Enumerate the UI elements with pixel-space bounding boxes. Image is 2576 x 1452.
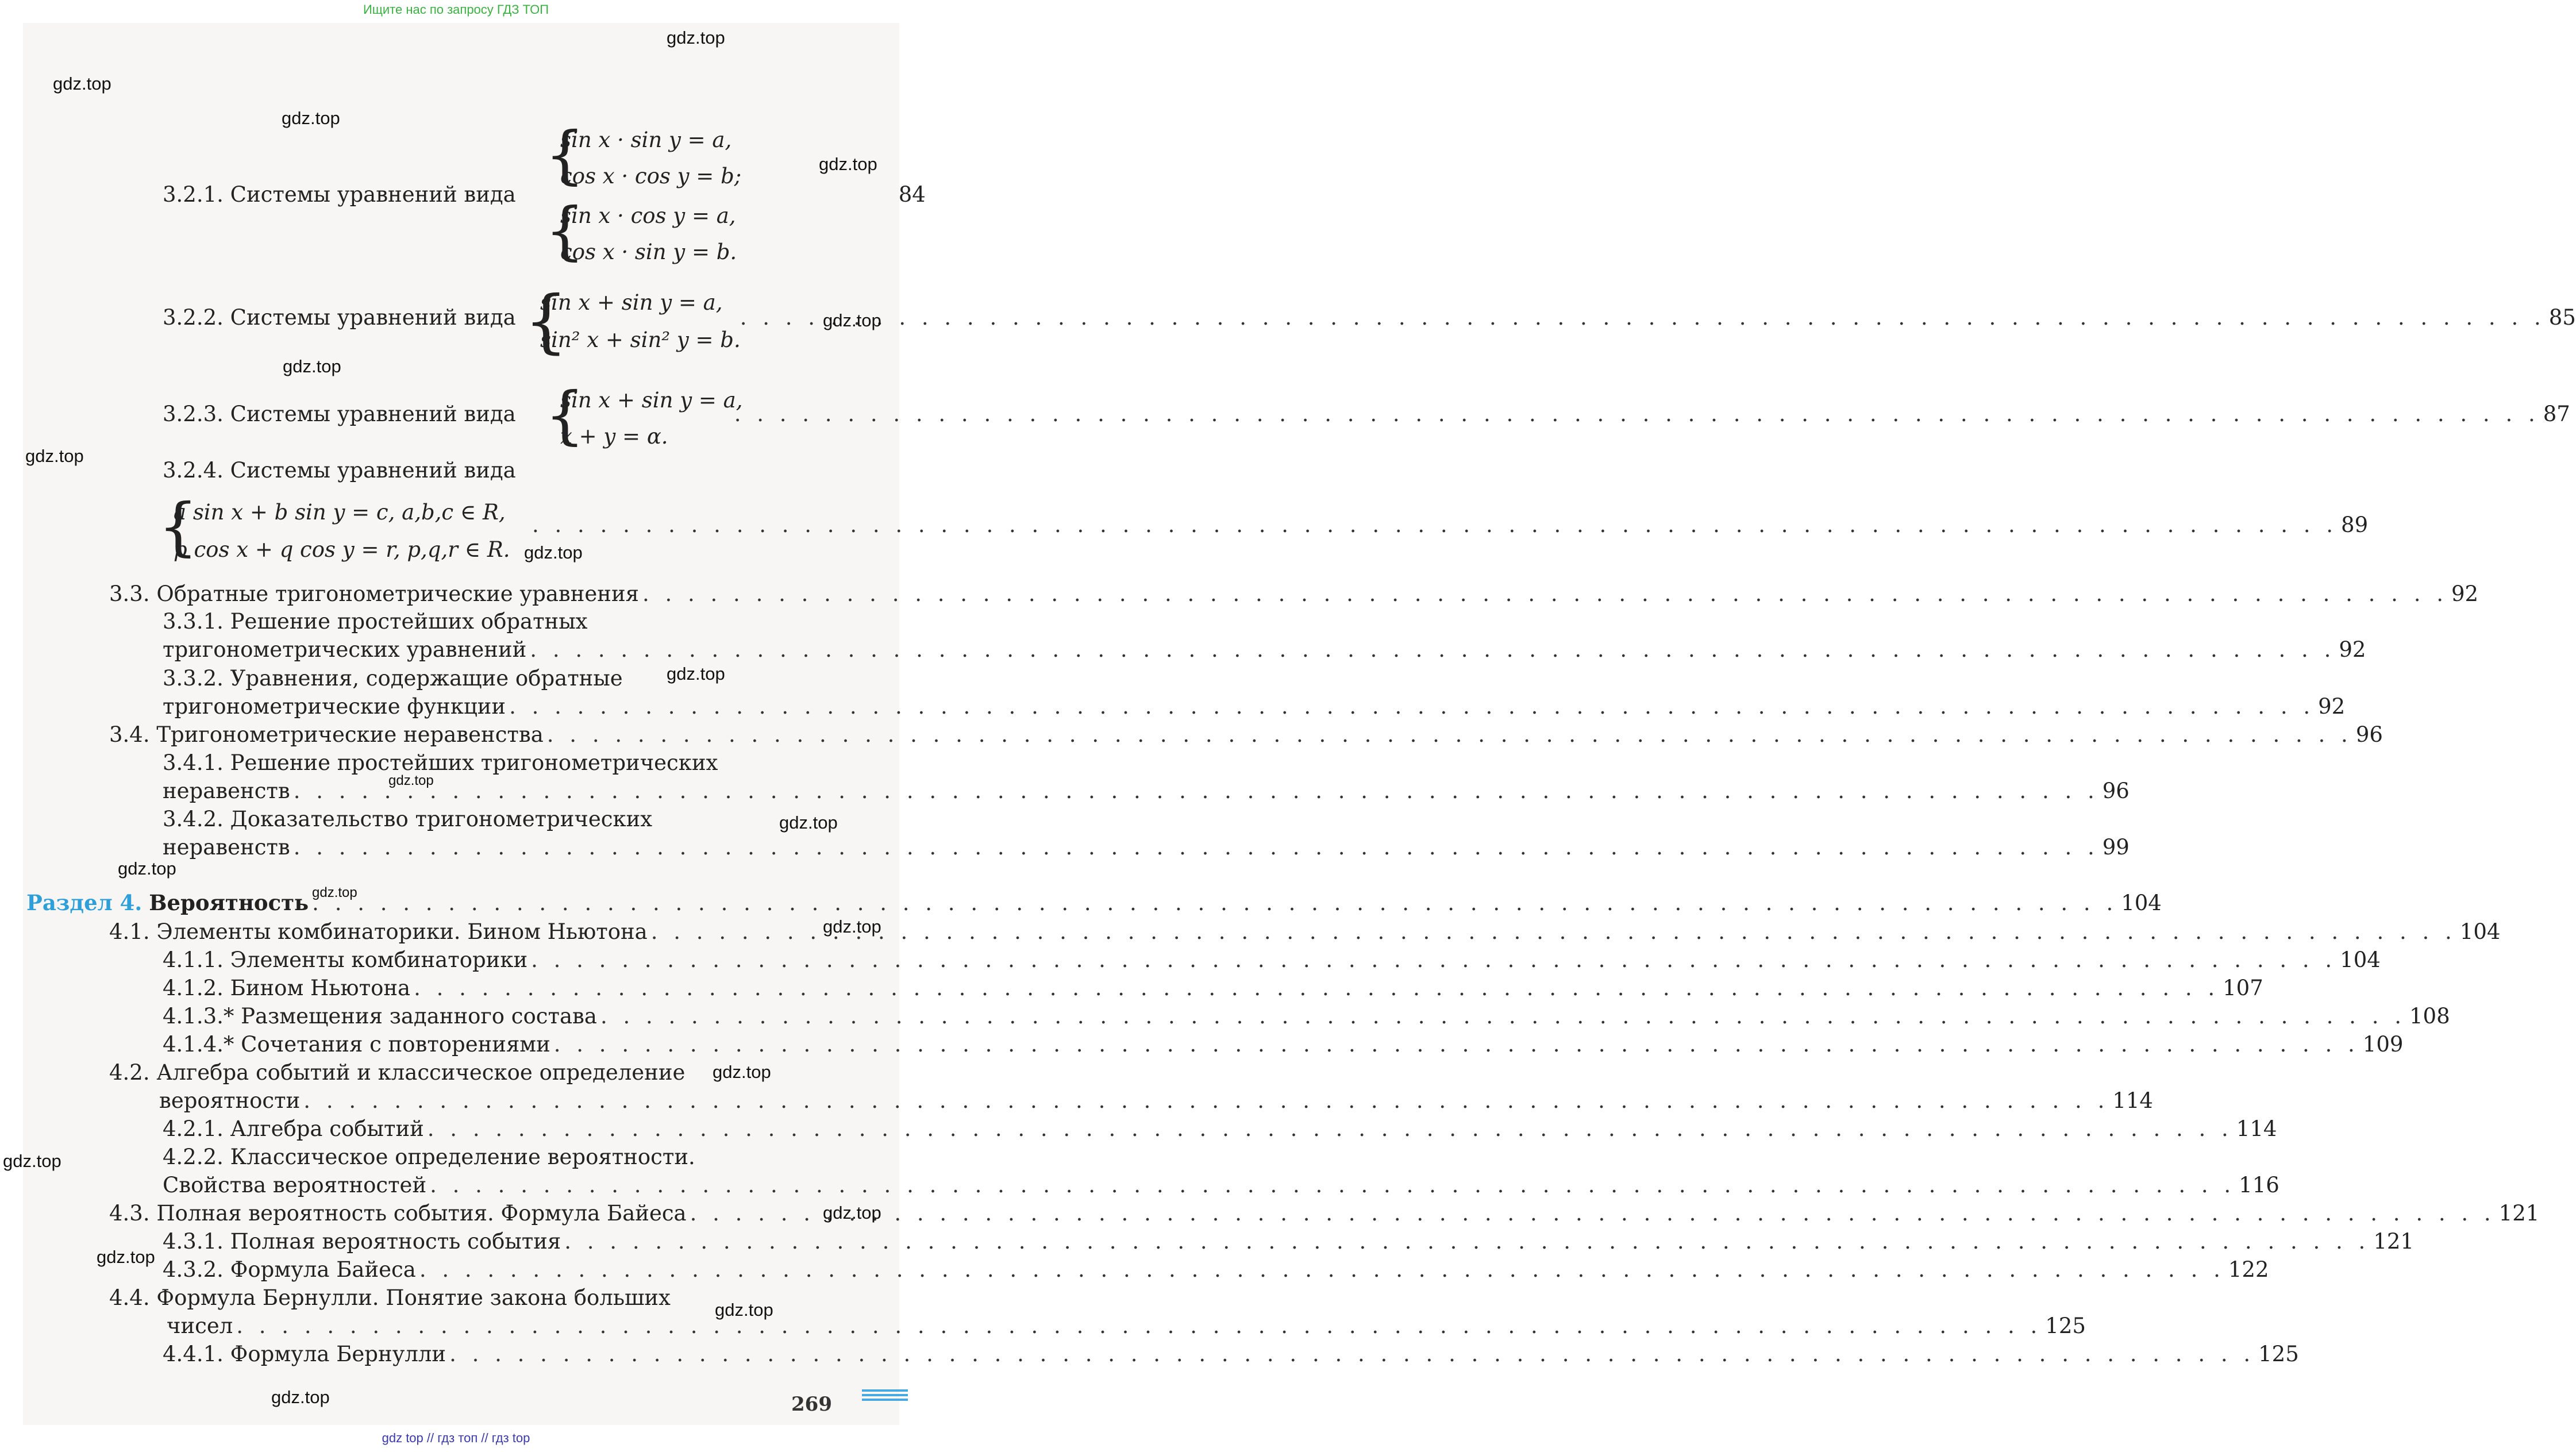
toc-entry-label: 4.1.2. Бином Ньютона [163, 976, 411, 1000]
toc-entry-label: вероятности [159, 1088, 301, 1113]
system-equation: cos x · sin y = b. [560, 240, 737, 264]
watermark: gdz.top [823, 1203, 881, 1223]
toc-entry[interactable] [163, 611, 823, 632]
watermark: gdz.top [97, 1247, 155, 1267]
watermark: gdz.top [312, 885, 357, 900]
toc-entry-label: 4.2.1. Алгебра событий [163, 1116, 424, 1141]
toc-page: 125 [2045, 1314, 2086, 1338]
watermark: gdz.top [53, 74, 111, 94]
toc-leader [564, 1231, 2370, 1252]
toc-entry[interactable] [163, 460, 823, 481]
toc-entry-label: 4.3.1. Полная вероятность события [163, 1229, 561, 1254]
toc-page: 114 [2236, 1116, 2277, 1141]
toc-leader [414, 977, 2219, 999]
toc-page: 121 [2498, 1201, 2540, 1226]
toc-entry[interactable] [163, 1342, 2299, 1366]
system-brace: { [524, 282, 568, 361]
watermark: gdz.top [283, 356, 341, 376]
system-brace: { [545, 378, 585, 452]
toc-leader [547, 724, 2352, 745]
watermark: gdz.top [713, 1062, 771, 1082]
toc-leader [531, 949, 2336, 970]
toc-entry-label: 3.2.2. Системы уравнений вида [163, 305, 516, 330]
decorative-stripes [862, 1389, 908, 1403]
toc-leader [740, 307, 2546, 328]
toc-entry-label: 3.3.2. Уравнения, содержащие обратные [163, 666, 623, 691]
toc-page: 121 [2373, 1229, 2414, 1254]
stripe [862, 1399, 908, 1401]
toc-page: 125 [2258, 1342, 2299, 1366]
toc-page: 104 [2121, 891, 2162, 915]
watermark: gdz.top [715, 1300, 773, 1320]
system-brace: { [545, 194, 585, 267]
toc-page: 92 [2318, 694, 2346, 719]
watermark: gdz.top [25, 446, 84, 466]
toc-entry[interactable] [163, 835, 2130, 860]
watermark: gdz.top [779, 812, 838, 833]
watermark: gdz.top [271, 1387, 330, 1407]
bottom-banner[interactable]: gdz top // гдз топ // гдз top [382, 1431, 530, 1445]
toc-leader [554, 1034, 2359, 1055]
toc-leader [600, 1006, 2406, 1027]
toc-leader [294, 837, 2099, 858]
toc-entry-label: чисел [167, 1314, 233, 1338]
toc-entry-label: 3.2.1. Системы уравнений вида [163, 182, 516, 207]
system-equation: a sin x + b sin y = c, a,b,c ∈ R, [174, 500, 506, 525]
toc-entry[interactable] [163, 402, 2570, 426]
system-equation: sin x + sin y = a, [540, 290, 723, 315]
toc-entry[interactable] [163, 1116, 2277, 1141]
system-brace: { [545, 118, 585, 191]
toc-entry-label: 4.2. Алгебра событий и классическое определение [109, 1060, 686, 1085]
watermark: gdz.top [667, 664, 725, 684]
toc-leader [303, 1090, 2109, 1111]
toc-entry[interactable] [163, 808, 823, 830]
system-equation: cos x · cos y = b; [560, 164, 742, 188]
toc-entry[interactable] [163, 976, 2263, 1000]
toc-entry-label: 3.4. Тригонометрические неравенства [109, 722, 544, 747]
toc-entry[interactable] [109, 581, 2479, 606]
toc-entry-label: тригонометрические функции [163, 694, 506, 719]
toc-page: 89 [2341, 513, 2369, 537]
toc-entry[interactable] [163, 779, 2130, 803]
toc-entry-label: Вероятность [149, 890, 309, 915]
toc-entry[interactable] [163, 1032, 2404, 1057]
system-brace: { [158, 490, 198, 563]
system-equation: sin x · cos y = a, [560, 203, 736, 228]
watermark: gdz.top [282, 108, 340, 128]
toc-section[interactable] [26, 890, 2162, 915]
toc-entry-label: 3.3.1. Решение простейших обратных [163, 609, 588, 634]
system-equation: x + y = α. [560, 424, 668, 449]
toc-leader [530, 639, 2335, 660]
system-equation: sin² x + sin² y = b. [540, 328, 741, 352]
toc-entry[interactable] [163, 752, 823, 773]
toc-leader [532, 514, 2338, 536]
system-equation: p cos x + q cos y = r, p,q,r ∈ R. [174, 537, 510, 562]
toc-page: 96 [2355, 722, 2383, 747]
toc-leader [312, 892, 2117, 914]
watermark: gdz.top [823, 916, 881, 937]
toc-leader [690, 1203, 2496, 1224]
page-number: 269 [791, 1393, 832, 1416]
toc-entry-label: 3.3. Обратные тригонометрические уравнения [109, 581, 639, 606]
toc-entry-label: неравенств [163, 835, 290, 860]
toc-page: 87 [2543, 402, 2570, 426]
toc-entry-label: 4.3. Полная вероятность события. Формула Байеса [109, 1201, 687, 1226]
toc-entry[interactable] [163, 1004, 2450, 1029]
toc-entry-label: 4.1.4.* Сочетания с повторениями [163, 1032, 550, 1057]
toc-page: 85 [2548, 305, 2576, 330]
toc-entry[interactable] [163, 1146, 823, 1168]
toc-page: 104 [2459, 919, 2501, 944]
toc-leader [428, 1118, 2233, 1139]
toc-page: 107 [2223, 976, 2263, 1000]
toc-leader-line[interactable] [529, 513, 2369, 537]
toc-leader [430, 1174, 2235, 1196]
toc-entry-label: 3.4.2. Доказательство тригонометрических [163, 807, 653, 831]
toc-entry-label: 4.1.3.* Размещения заданного состава [163, 1004, 597, 1029]
toc-leader [236, 1315, 2042, 1337]
watermark: gdz.top [524, 542, 583, 563]
section-prefix: Раздел 4. [26, 890, 143, 915]
toc-entry-label: 3.2.4. Системы уравнений вида [163, 458, 516, 483]
toc-entry-label: 4.3.2. Формула Байеса [163, 1257, 416, 1282]
toc-leader [294, 780, 2099, 802]
toc-entry-label: тригонометрических уравнений [163, 637, 527, 662]
toc-entry-label: 4.4. Формула Бернулли. Понятие закона больших [109, 1285, 671, 1310]
watermark: gdz.top [388, 773, 434, 788]
system-equation: sin x + sin y = a, [560, 388, 743, 413]
top-banner[interactable]: Ищите нас по запросу ГДЗ ТОП [363, 2, 549, 17]
toc-leader [509, 696, 2315, 717]
toc-page: 116 [2239, 1173, 2279, 1197]
toc-page: 96 [2102, 779, 2130, 803]
toc-leader [449, 1343, 2255, 1365]
stripe [862, 1389, 908, 1392]
watermark: gdz.top [3, 1151, 61, 1171]
toc-entry[interactable] [159, 1088, 2153, 1113]
toc-entry[interactable] [163, 1229, 2414, 1254]
toc-entry[interactable] [163, 694, 2346, 719]
watermark: gdz.top [819, 154, 877, 174]
toc-entry-label: 4.1.1. Элементы комбинаторики [163, 948, 528, 972]
toc-page: 104 [2340, 948, 2381, 972]
toc-entry[interactable] [163, 182, 926, 207]
toc-page: 92 [2339, 637, 2366, 662]
toc-entry-label: Свойства вероятностей [163, 1173, 427, 1197]
toc-page: 109 [2362, 1032, 2404, 1057]
toc-entry[interactable] [163, 637, 2366, 662]
watermark: gdz.top [823, 310, 881, 330]
toc-leader [419, 1259, 2225, 1280]
watermark: gdz.top [667, 28, 725, 48]
toc-entry-label: 4.1. Элементы комбинаторики. Бином Ньютона [109, 919, 648, 944]
toc-page: 92 [2451, 581, 2479, 606]
toc-entry[interactable] [109, 722, 2383, 747]
toc-entry[interactable] [163, 948, 2381, 972]
toc-page: 114 [2112, 1088, 2153, 1113]
toc-entry-label: неравенств [163, 779, 290, 803]
system-equation: sin x · sin y = a, [560, 128, 732, 152]
toc-page: 99 [2102, 835, 2130, 860]
toc-entry-label: 3.4.1. Решение простейших тригонометрических [163, 750, 718, 775]
toc-entry-label: 4.4.1. Формула Бернулли [163, 1342, 446, 1366]
toc-entry[interactable] [163, 1257, 2269, 1282]
toc-entry-label: 4.2.2. Классическое определение вероятности. [163, 1145, 695, 1169]
toc-entry[interactable] [163, 1173, 2279, 1197]
toc-leader [734, 403, 2540, 425]
toc-leader [651, 921, 2456, 942]
watermark: gdz.top [118, 858, 176, 879]
stripe [862, 1394, 908, 1396]
toc-page: 108 [2409, 1004, 2450, 1029]
toc-leader [642, 583, 2448, 604]
toc-page: 84 [898, 182, 926, 207]
toc-page: 122 [2228, 1257, 2269, 1282]
toc-entry-label: 3.2.3. Системы уравнений вида [163, 402, 516, 426]
